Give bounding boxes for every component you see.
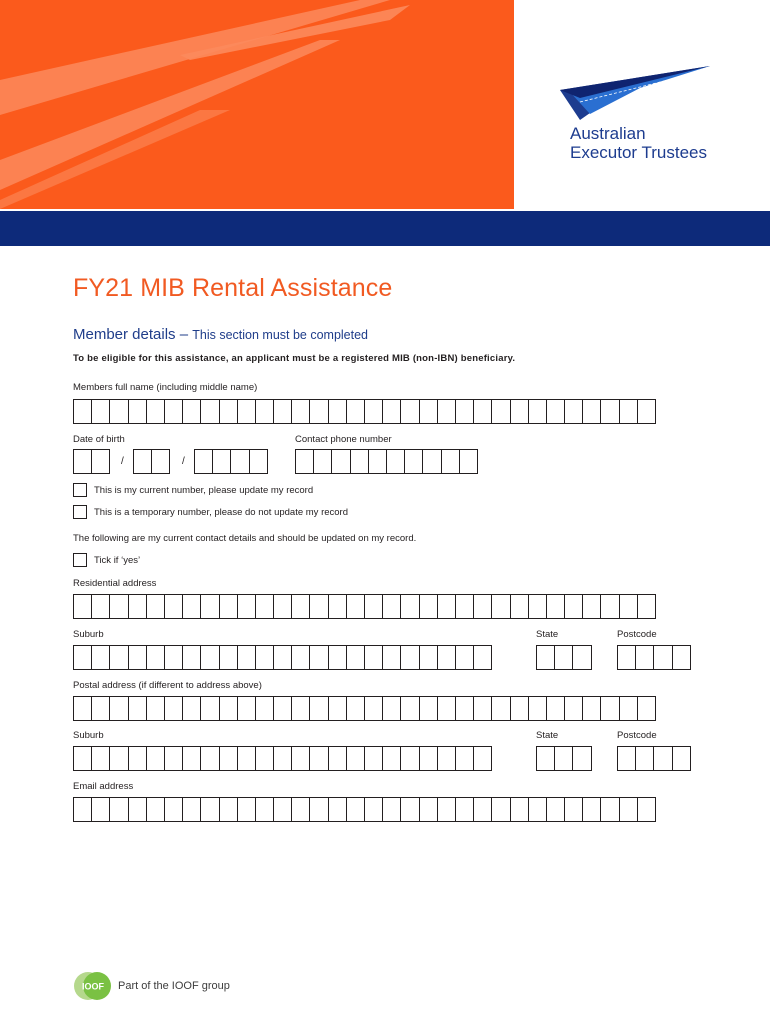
logo-line-2: Executor Trustees: [570, 143, 708, 162]
char-box[interactable]: [419, 746, 438, 771]
char-box[interactable]: [473, 797, 492, 822]
aet-logo: [560, 62, 720, 172]
postal-address-label: Postal address (if different to address above): [73, 680, 262, 691]
form-title: FY21 MIB Rental Assistance: [73, 274, 393, 302]
aet-logo-text: [570, 124, 707, 162]
char-box[interactable]: [182, 746, 201, 771]
char-box[interactable]: [400, 797, 419, 822]
char-box[interactable]: [437, 399, 456, 424]
ioof-badge-text: IOOF: [82, 981, 104, 992]
char-box[interactable]: [619, 399, 638, 424]
section-heading-text: Member details: [73, 326, 176, 343]
char-box[interactable]: [572, 746, 591, 771]
char-box[interactable]: [73, 399, 92, 424]
char-box[interactable]: [364, 645, 383, 670]
char-box[interactable]: [617, 645, 636, 670]
char-box[interactable]: [473, 746, 492, 771]
residential-state-field[interactable]: [536, 645, 592, 670]
char-box[interactable]: [237, 645, 256, 670]
char-box[interactable]: [73, 696, 92, 721]
char-box[interactable]: [455, 746, 474, 771]
char-box[interactable]: [455, 696, 474, 721]
char-box[interactable]: [151, 449, 170, 474]
residential-suburb-field[interactable]: [73, 645, 492, 670]
char-box[interactable]: [473, 696, 492, 721]
postal-suburb-label: Suburb: [73, 730, 104, 741]
char-box[interactable]: [350, 449, 369, 474]
footer-group-text: Part of the IOOF group: [118, 980, 230, 992]
char-box[interactable]: [473, 399, 492, 424]
char-box[interactable]: [619, 594, 638, 619]
eligibility-statement: To be eligible for this assistance, an applicant must be a registered MIB (non-IBN) beneficiary.: [73, 353, 516, 364]
postal-postcode-label: Postcode: [617, 730, 657, 741]
char-box[interactable]: [635, 746, 654, 771]
char-box[interactable]: [91, 746, 110, 771]
char-box[interactable]: [255, 746, 274, 771]
char-box[interactable]: [346, 594, 365, 619]
ioof-badge-icon: [73, 971, 113, 1001]
char-box[interactable]: [182, 594, 201, 619]
char-box[interactable]: [109, 645, 128, 670]
char-box[interactable]: [419, 645, 438, 670]
char-box[interactable]: [91, 696, 110, 721]
char-box[interactable]: [237, 594, 256, 619]
char-box[interactable]: [109, 696, 128, 721]
char-box[interactable]: [133, 449, 152, 474]
char-box[interactable]: [564, 696, 583, 721]
char-box[interactable]: [564, 594, 583, 619]
char-box[interactable]: [600, 399, 619, 424]
char-box[interactable]: [473, 645, 492, 670]
char-box[interactable]: [237, 696, 256, 721]
char-box[interactable]: [637, 594, 656, 619]
char-box[interactable]: [617, 746, 636, 771]
char-box[interactable]: [554, 645, 573, 670]
char-box[interactable]: [536, 645, 555, 670]
char-box[interactable]: [146, 399, 165, 424]
char-box[interactable]: [346, 696, 365, 721]
char-box[interactable]: [255, 797, 274, 822]
char-box[interactable]: [600, 696, 619, 721]
ioof-logo: [73, 971, 113, 1001]
char-box[interactable]: [128, 594, 147, 619]
char-box[interactable]: [255, 645, 274, 670]
char-box[interactable]: [249, 449, 268, 474]
char-box[interactable]: [291, 746, 310, 771]
char-box[interactable]: [382, 594, 401, 619]
char-box[interactable]: [437, 594, 456, 619]
char-box[interactable]: [328, 696, 347, 721]
char-box[interactable]: [219, 746, 238, 771]
char-box[interactable]: [200, 399, 219, 424]
char-box[interactable]: [564, 797, 583, 822]
residential-postcode-field[interactable]: [617, 645, 691, 670]
char-box[interactable]: [346, 797, 365, 822]
char-box[interactable]: [364, 399, 383, 424]
char-box[interactable]: [437, 746, 456, 771]
char-box[interactable]: [230, 449, 249, 474]
char-box[interactable]: [364, 594, 383, 619]
temporary-number-checkbox[interactable]: [73, 505, 87, 519]
email-label: Email address: [73, 781, 134, 792]
char-box[interactable]: [273, 399, 292, 424]
char-box[interactable]: [635, 645, 654, 670]
char-box[interactable]: [346, 645, 365, 670]
char-box[interactable]: [582, 594, 601, 619]
char-box[interactable]: [459, 449, 478, 474]
residential-state-label: State: [536, 629, 559, 640]
dob-separator-1: /: [121, 456, 124, 467]
char-box[interactable]: [146, 594, 165, 619]
char-box[interactable]: [600, 797, 619, 822]
residential-address-label: Residential address: [73, 578, 157, 589]
char-box[interactable]: [672, 645, 691, 670]
char-box[interactable]: [364, 696, 383, 721]
char-box[interactable]: [346, 746, 365, 771]
char-box[interactable]: [273, 594, 292, 619]
char-box[interactable]: [182, 645, 201, 670]
char-box[interactable]: [328, 797, 347, 822]
temporary-number-label: This is a temporary number, please do not update my record: [94, 507, 348, 518]
postal-state-label: State: [536, 730, 559, 741]
banner-stripes: [0, 0, 514, 209]
char-box[interactable]: [437, 645, 456, 670]
char-box[interactable]: [346, 399, 365, 424]
char-box[interactable]: [619, 696, 638, 721]
char-box[interactable]: [572, 645, 591, 670]
char-box[interactable]: [128, 399, 147, 424]
char-box[interactable]: [182, 797, 201, 822]
char-box[interactable]: [653, 645, 672, 670]
char-box[interactable]: [331, 449, 350, 474]
char-box[interactable]: [109, 746, 128, 771]
char-box[interactable]: [128, 746, 147, 771]
char-box[interactable]: [309, 399, 328, 424]
postal-postcode-field[interactable]: [617, 746, 691, 771]
char-box[interactable]: [273, 746, 292, 771]
phone-label: Contact phone number: [295, 434, 392, 445]
char-box[interactable]: [164, 594, 183, 619]
char-box[interactable]: [528, 594, 547, 619]
char-box[interactable]: [536, 746, 555, 771]
char-box[interactable]: [564, 399, 583, 424]
char-box[interactable]: [200, 746, 219, 771]
char-box[interactable]: [419, 594, 438, 619]
char-box[interactable]: [600, 594, 619, 619]
char-box[interactable]: [491, 797, 510, 822]
char-box[interactable]: [313, 449, 332, 474]
navy-header-bar: [0, 211, 770, 246]
header-banner: [0, 0, 514, 209]
char-box[interactable]: [309, 696, 328, 721]
char-box[interactable]: [295, 449, 314, 474]
email-field[interactable]: [73, 797, 656, 822]
char-box[interactable]: [528, 797, 547, 822]
current-number-checkbox[interactable]: [73, 483, 87, 497]
char-box[interactable]: [546, 696, 565, 721]
char-box[interactable]: [200, 797, 219, 822]
char-box[interactable]: [109, 594, 128, 619]
char-box[interactable]: [400, 594, 419, 619]
dob-separator-2: /: [182, 456, 185, 467]
char-box[interactable]: [146, 797, 165, 822]
char-box[interactable]: [582, 399, 601, 424]
char-box[interactable]: [219, 645, 238, 670]
char-box[interactable]: [400, 696, 419, 721]
section-dash: –: [175, 326, 193, 343]
char-box[interactable]: [73, 746, 92, 771]
char-box[interactable]: [364, 746, 383, 771]
char-box[interactable]: [146, 696, 165, 721]
char-box[interactable]: [404, 449, 423, 474]
residential-address-field[interactable]: [73, 594, 656, 619]
tick-yes-checkbox[interactable]: [73, 553, 87, 567]
char-box[interactable]: [328, 746, 347, 771]
char-box[interactable]: [491, 594, 510, 619]
char-box[interactable]: [146, 746, 165, 771]
char-box[interactable]: [382, 399, 401, 424]
char-box[interactable]: [164, 645, 183, 670]
residential-suburb-label: Suburb: [73, 629, 104, 640]
char-box[interactable]: [455, 645, 474, 670]
char-box[interactable]: [164, 797, 183, 822]
char-box[interactable]: [546, 594, 565, 619]
char-box[interactable]: [653, 746, 672, 771]
phone-field[interactable]: [295, 449, 478, 474]
char-box[interactable]: [212, 449, 231, 474]
char-box[interactable]: [473, 594, 492, 619]
char-box[interactable]: [455, 594, 474, 619]
char-box[interactable]: [109, 399, 128, 424]
postal-address-field[interactable]: [73, 696, 656, 721]
char-box[interactable]: [554, 746, 573, 771]
char-box[interactable]: [382, 645, 401, 670]
char-box[interactable]: [164, 746, 183, 771]
char-box[interactable]: [219, 399, 238, 424]
char-box[interactable]: [328, 645, 347, 670]
char-box[interactable]: [73, 797, 92, 822]
char-box[interactable]: [582, 696, 601, 721]
char-box[interactable]: [419, 696, 438, 721]
tick-yes-label: Tick if ‘yes’: [94, 555, 141, 566]
char-box[interactable]: [382, 797, 401, 822]
dob-year-field[interactable]: [194, 449, 268, 474]
dob-label: Date of birth: [73, 434, 125, 445]
char-box[interactable]: [91, 797, 110, 822]
char-box[interactable]: [109, 797, 128, 822]
char-box[interactable]: [510, 797, 529, 822]
char-box[interactable]: [455, 797, 474, 822]
logo-line-1: Australian: [570, 124, 646, 143]
char-box[interactable]: [200, 645, 219, 670]
char-box[interactable]: [400, 746, 419, 771]
char-box[interactable]: [382, 746, 401, 771]
char-box[interactable]: [422, 449, 441, 474]
char-box[interactable]: [328, 594, 347, 619]
section-heading: [73, 326, 368, 343]
char-box[interactable]: [400, 399, 419, 424]
char-box[interactable]: [291, 696, 310, 721]
char-box[interactable]: [419, 399, 438, 424]
char-box[interactable]: [91, 594, 110, 619]
postal-suburb-field[interactable]: [73, 746, 492, 771]
contact-update-statement: The following are my current contact details and should be updated on my record.: [73, 533, 417, 544]
char-box[interactable]: [91, 449, 110, 474]
char-box[interactable]: [546, 797, 565, 822]
char-box[interactable]: [437, 696, 456, 721]
char-box[interactable]: [128, 696, 147, 721]
char-box[interactable]: [510, 696, 529, 721]
char-box[interactable]: [386, 449, 405, 474]
char-box[interactable]: [291, 594, 310, 619]
full-name-label: Members full name (including middle name): [73, 382, 258, 393]
char-box[interactable]: [273, 797, 292, 822]
aet-wing-icon: [560, 62, 720, 122]
char-box[interactable]: [441, 449, 460, 474]
char-box[interactable]: [491, 399, 510, 424]
char-box[interactable]: [91, 645, 110, 670]
char-box[interactable]: [146, 645, 165, 670]
char-box[interactable]: [237, 797, 256, 822]
char-box[interactable]: [219, 797, 238, 822]
char-box[interactable]: [328, 399, 347, 424]
char-box[interactable]: [672, 746, 691, 771]
section-note: This section must be completed: [192, 328, 369, 342]
char-box[interactable]: [73, 594, 92, 619]
char-box[interactable]: [200, 696, 219, 721]
char-box[interactable]: [273, 645, 292, 670]
residential-postcode-label: Postcode: [617, 629, 657, 640]
char-box[interactable]: [194, 449, 213, 474]
char-box[interactable]: [73, 645, 92, 670]
char-box[interactable]: [419, 797, 438, 822]
current-number-label: This is my current number, please update my record: [94, 485, 314, 496]
char-box[interactable]: [309, 645, 328, 670]
char-box[interactable]: [400, 645, 419, 670]
char-box[interactable]: [309, 797, 328, 822]
char-box[interactable]: [164, 399, 183, 424]
char-box[interactable]: [255, 594, 274, 619]
char-box[interactable]: [637, 797, 656, 822]
char-box[interactable]: [237, 746, 256, 771]
char-box[interactable]: [291, 645, 310, 670]
char-box[interactable]: [128, 645, 147, 670]
char-box[interactable]: [291, 797, 310, 822]
char-box[interactable]: [182, 696, 201, 721]
char-box[interactable]: [309, 594, 328, 619]
char-box[interactable]: [510, 399, 529, 424]
char-box[interactable]: [219, 594, 238, 619]
char-box[interactable]: [309, 746, 328, 771]
char-box[interactable]: [200, 594, 219, 619]
char-box[interactable]: [368, 449, 387, 474]
char-box[interactable]: [255, 399, 274, 424]
char-box[interactable]: [528, 696, 547, 721]
char-box[interactable]: [455, 399, 474, 424]
char-box[interactable]: [219, 696, 238, 721]
char-box[interactable]: [619, 797, 638, 822]
char-box[interactable]: [73, 449, 92, 474]
postal-state-field[interactable]: [536, 746, 592, 771]
char-box[interactable]: [255, 696, 274, 721]
char-box[interactable]: [437, 797, 456, 822]
dob-day-field[interactable]: [73, 449, 110, 474]
char-box[interactable]: [528, 399, 547, 424]
char-box[interactable]: [91, 399, 110, 424]
char-box[interactable]: [637, 399, 656, 424]
char-box[interactable]: [491, 696, 510, 721]
dob-month-field[interactable]: [133, 449, 170, 474]
full-name-field[interactable]: [73, 399, 656, 424]
char-box[interactable]: [237, 399, 256, 424]
char-box[interactable]: [128, 797, 147, 822]
char-box[interactable]: [582, 797, 601, 822]
char-box[interactable]: [291, 399, 310, 424]
char-box[interactable]: [382, 696, 401, 721]
char-box[interactable]: [546, 399, 565, 424]
char-box[interactable]: [164, 696, 183, 721]
char-box[interactable]: [637, 696, 656, 721]
char-box[interactable]: [273, 696, 292, 721]
char-box[interactable]: [510, 594, 529, 619]
char-box[interactable]: [364, 797, 383, 822]
char-box[interactable]: [182, 399, 201, 424]
